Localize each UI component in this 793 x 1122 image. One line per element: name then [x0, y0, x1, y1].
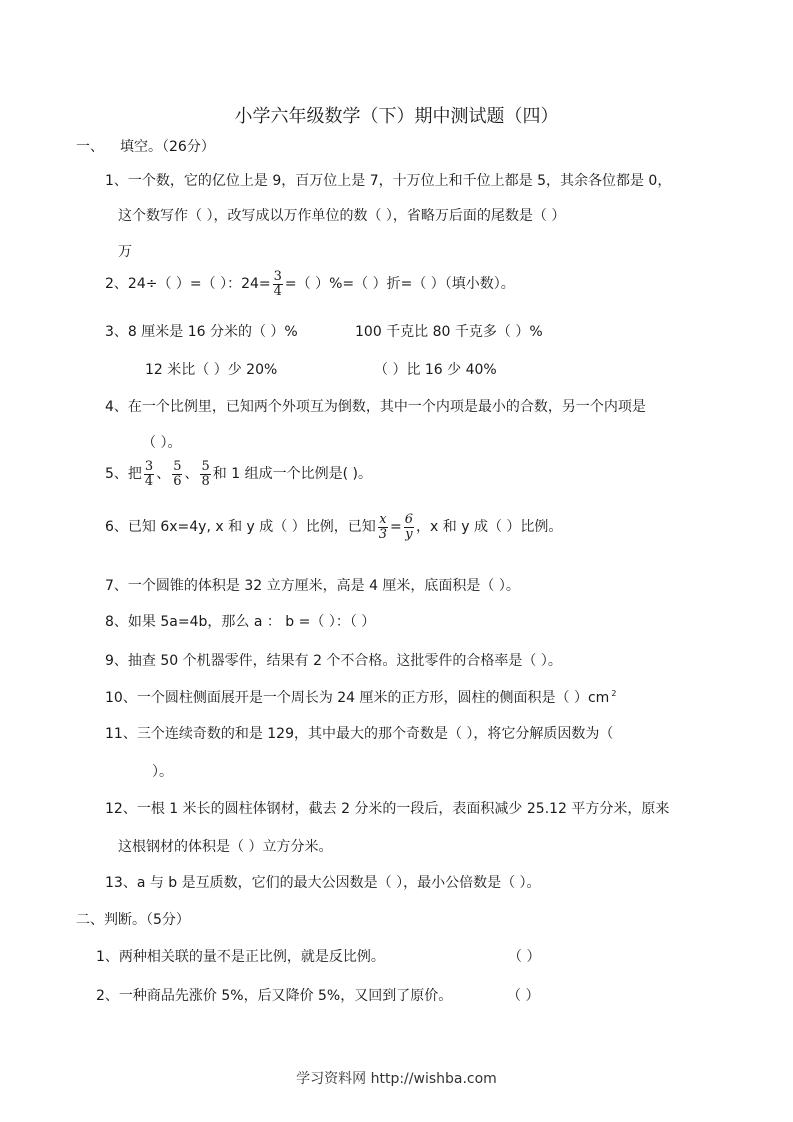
judgement-2-text: 2、一种商品先涨价 5%，后又降价 5%，又回到了原价。 — [96, 988, 453, 1004]
question-10: 10、一个圆柱侧面展开是一个周长为 24 厘米的正方形，圆柱的侧面积是（ ）cm $^2$ — [105, 689, 617, 706]
question-2 — [105, 270, 515, 298]
question-6: 6、已知 6x=4y, x 和 y 成（ ）比例，已知 $\frac{x}{3}$ = $\frac{6}{y}$ ，x 和 y 成（ ）比例。 — [105, 512, 563, 542]
question-1-line-1: 1、一个数，它的亿位上是 9，百万位上是 7，十万位上和千位上都是 5，其余各位都是 0， — [105, 173, 672, 189]
question-1-line-2: 这个数写作（ ），改写成以万作单位的数（ ），省略万后面的尾数是（ ） — [118, 208, 566, 224]
question-12-line-1: 12、一根 1 米长的圆柱体钢材，截去 2 分米的一段后，表面积减少 25.12 平方分米，原来 — [105, 801, 670, 817]
question-8: 8、如果 5a=4b，那么 a ： b =（ ）：（ ） — [105, 614, 376, 630]
fraction-3-4: $\frac{3}{4}$ — [144, 459, 154, 489]
section-2-title: 二、判断。（5分） — [76, 912, 190, 928]
question-3-part-3: 12 米比（ ）少 20% — [145, 362, 278, 378]
question-7: 7、一个圆锥的体积是 32 立方厘米，高是 4 厘米，底面积是（ ）。 — [105, 578, 520, 594]
question-12-line-2: 这根钢材的体积是（ ）立方分米。 — [118, 839, 333, 855]
page-title: 小学六年级数学（下）期中测试题（四） — [234, 106, 559, 127]
section-1-number: 一、 — [76, 139, 104, 155]
question-11-line-2: ）。 — [152, 764, 173, 780]
fraction-6-y: $\frac{6}{y}$ — [404, 512, 414, 542]
question-3-part-1: 3、8 厘米是 16 分米的（ ）% — [105, 324, 298, 340]
judgement-1-text: 1、两种相关联的量不是正比例，就是反比例。 — [96, 949, 385, 965]
question-3-part-2: 100 千克比 80 千克多（ ）% — [355, 324, 543, 340]
question-4-line-2: （ ）。 — [142, 435, 182, 451]
question-4-line-1: 4、在一个比例里，已知两个外项互为倒数，其中一个内项是最小的合数，另一个内项是 — [105, 399, 646, 415]
question-11-line-1: 11、三个连续奇数的和是 129，其中最大的那个奇数是（ ），将它分解质因数为（ — [105, 726, 614, 742]
question-9: 9、抽查 50 个机器零件，结果有 2 个不合格。这批零件的合格率是（ ）。 — [105, 653, 562, 669]
fraction-3-4: $\frac{3}{4}$ — [273, 269, 282, 299]
question-1-line-3: 万 — [118, 244, 132, 260]
judgement-1-answer-blank: （ ） — [508, 949, 541, 965]
fraction-5-8: $\frac{5}{8}$ — [201, 459, 210, 489]
footer-watermark: 学习资料网 http://wishba.com — [296, 1071, 497, 1087]
judgement-2-answer-blank: （ ） — [507, 988, 540, 1004]
question-3-part-4: （ ）比 16 少 40% — [374, 362, 497, 378]
section-1-title: 填空。（26分） — [120, 139, 215, 155]
question-2-text-b: =（ ）%=（ ）折=（ ）（填小数）。 — [284, 276, 515, 293]
fraction-x-3: $\frac{x}{3}$ — [378, 512, 388, 542]
question-5: 5、把 $\frac{3}{4}$ 、 $\frac{5}{6}$ 、 $\frac{5}{8}$ 和 1 组成一个比例是( )。 — [105, 459, 372, 489]
superscript-2: 2 — [611, 689, 617, 698]
question-13: 13、a 与 b 是互质数，它们的最大公因数是（ ），最小公倍数是（ ）。 — [105, 875, 541, 891]
fraction-5-6: $\frac{5}{6}$ — [173, 459, 182, 489]
question-2-text-a: 2、24÷（ ）=（ ）：24= — [105, 276, 271, 293]
